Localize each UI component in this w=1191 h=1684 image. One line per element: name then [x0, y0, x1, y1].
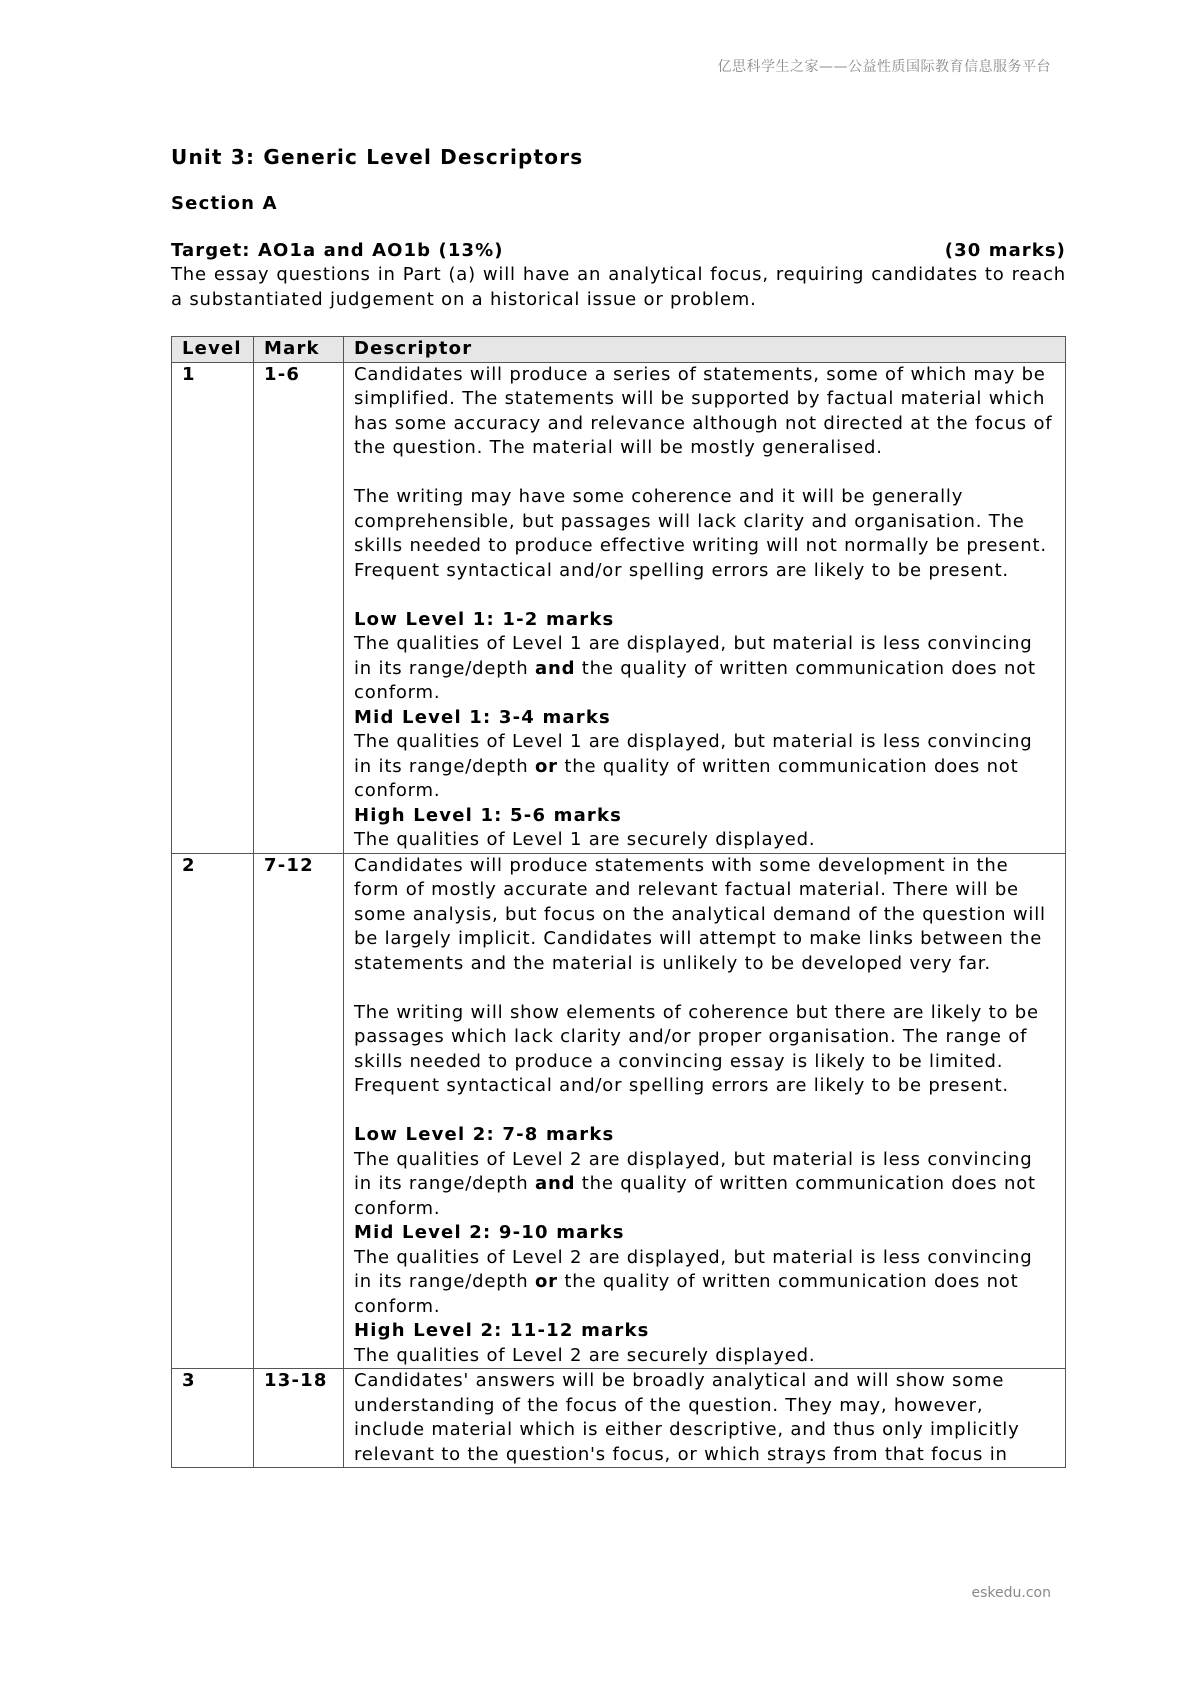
band-heading-mid: Mid Level 2: 9-10 marks — [354, 1222, 625, 1243]
target-row — [171, 239, 1066, 263]
mark-cell: 7-12 — [254, 853, 344, 1369]
band-heading-high: High Level 1: 5-6 marks — [354, 804, 623, 826]
table-row — [172, 362, 1066, 853]
band-heading-low: Low Level 2: 7-8 marks — [354, 1124, 615, 1145]
band-text-mid: The qualities of Level 1 are displayed, but material is less convincing in its range/depth or the quality of written communication does not conform. — [354, 731, 1033, 801]
band-text-high: The qualities of Level 1 are securely displayed. — [354, 829, 816, 850]
section-heading: Section A — [171, 193, 278, 214]
level-cell: 2 — [172, 853, 254, 1369]
table-row — [172, 1369, 1066, 1468]
band-heading-mid: Mid Level 1: 3-4 marks — [354, 706, 611, 728]
target-label: Target: AO1a and AO1b (13%) — [171, 240, 504, 261]
intro-paragraph: The essay questions in Part (a) will have an analytical focus, requiring candidates to reach a substantiated judgement on a historical issue or problem. — [171, 264, 1066, 310]
table-header-row — [172, 337, 1066, 363]
band-text-low: The qualities of Level 1 are displayed, but material is less convincing in its range/depth and the quality of written communication does not conform. — [354, 633, 1036, 703]
page-footer-site: eskedu.con — [971, 1585, 1051, 1601]
descriptor-cell — [344, 1369, 1066, 1468]
descriptor-paragraph: The writing may have some coherence and it will be generally comprehensible, but passages will lack clarity and organisation. The skills needed to produce effective writing will not normally be present. Frequent syntactical and/or spelling errors are likely to be present. — [354, 486, 1047, 581]
document-body — [171, 145, 1066, 1468]
page-header-watermark: 亿思科学生之家——公益性质国际教育信息服务平台 — [717, 59, 1051, 75]
level-cell: 1 — [172, 362, 254, 853]
band-heading-high: High Level 2: 11-12 marks — [354, 1320, 650, 1341]
table-row — [172, 853, 1066, 1369]
column-header-descriptor: Descriptor — [344, 337, 1066, 363]
column-header-level: Level — [172, 337, 254, 363]
descriptor-paragraph: The writing will show elements of coherence but there are likely to be passages which lack clarity and/or proper organisation. The range of skills needed to produce a convincing essay is likely to be limited. Frequent syntactical and/or spelling errors are likely to be present. — [354, 1001, 1039, 1096]
descriptor-paragraph: Candidates will produce a series of statements, some of which may be simplified. The statements will be supported by factual material which has some accuracy and relevance although not directed at the focus of the question. The material will be mostly generalised. — [354, 363, 1053, 458]
band-text-low: The qualities of Level 2 are displayed, but material is less convincing in its range/depth and the quality of written communication does not conform. — [354, 1148, 1036, 1219]
descriptor-cell — [344, 362, 1066, 853]
page-title: Unit 3: Generic Level Descriptors — [171, 145, 584, 169]
band-text-high: The qualities of Level 2 are securely displayed. — [354, 1344, 816, 1366]
descriptor-paragraph: Candidates' answers will be broadly analytical and will show some understanding of the focus of the question. They may, however, include material which is either descriptive, and thus only implicitly relevant to the question's focus, or which strays from that focus in — [354, 1370, 1020, 1465]
band-text-mid: The qualities of Level 2 are displayed, but material is less convincing in its range/depth or the quality of written communication does not conform. — [354, 1246, 1033, 1317]
mark-cell: 1-6 — [254, 362, 344, 853]
level-cell: 3 — [172, 1369, 254, 1468]
marks-label: (30 marks) — [944, 240, 1066, 261]
descriptor-paragraph: Candidates will produce statements with some development in the form of mostly accurate and relevant factual material. There will be some analysis, but focus on the analytical demand of the question will be largely implicit. Candidates will attempt to make links between the statements and the material is unlikely to be developed very far. — [354, 854, 1046, 974]
descriptor-cell — [344, 853, 1066, 1369]
column-header-mark: Mark — [254, 337, 344, 363]
level-descriptor-table — [171, 336, 1066, 1468]
band-heading-low: Low Level 1: 1-2 marks — [354, 608, 615, 630]
mark-cell: 13-18 — [254, 1369, 344, 1468]
